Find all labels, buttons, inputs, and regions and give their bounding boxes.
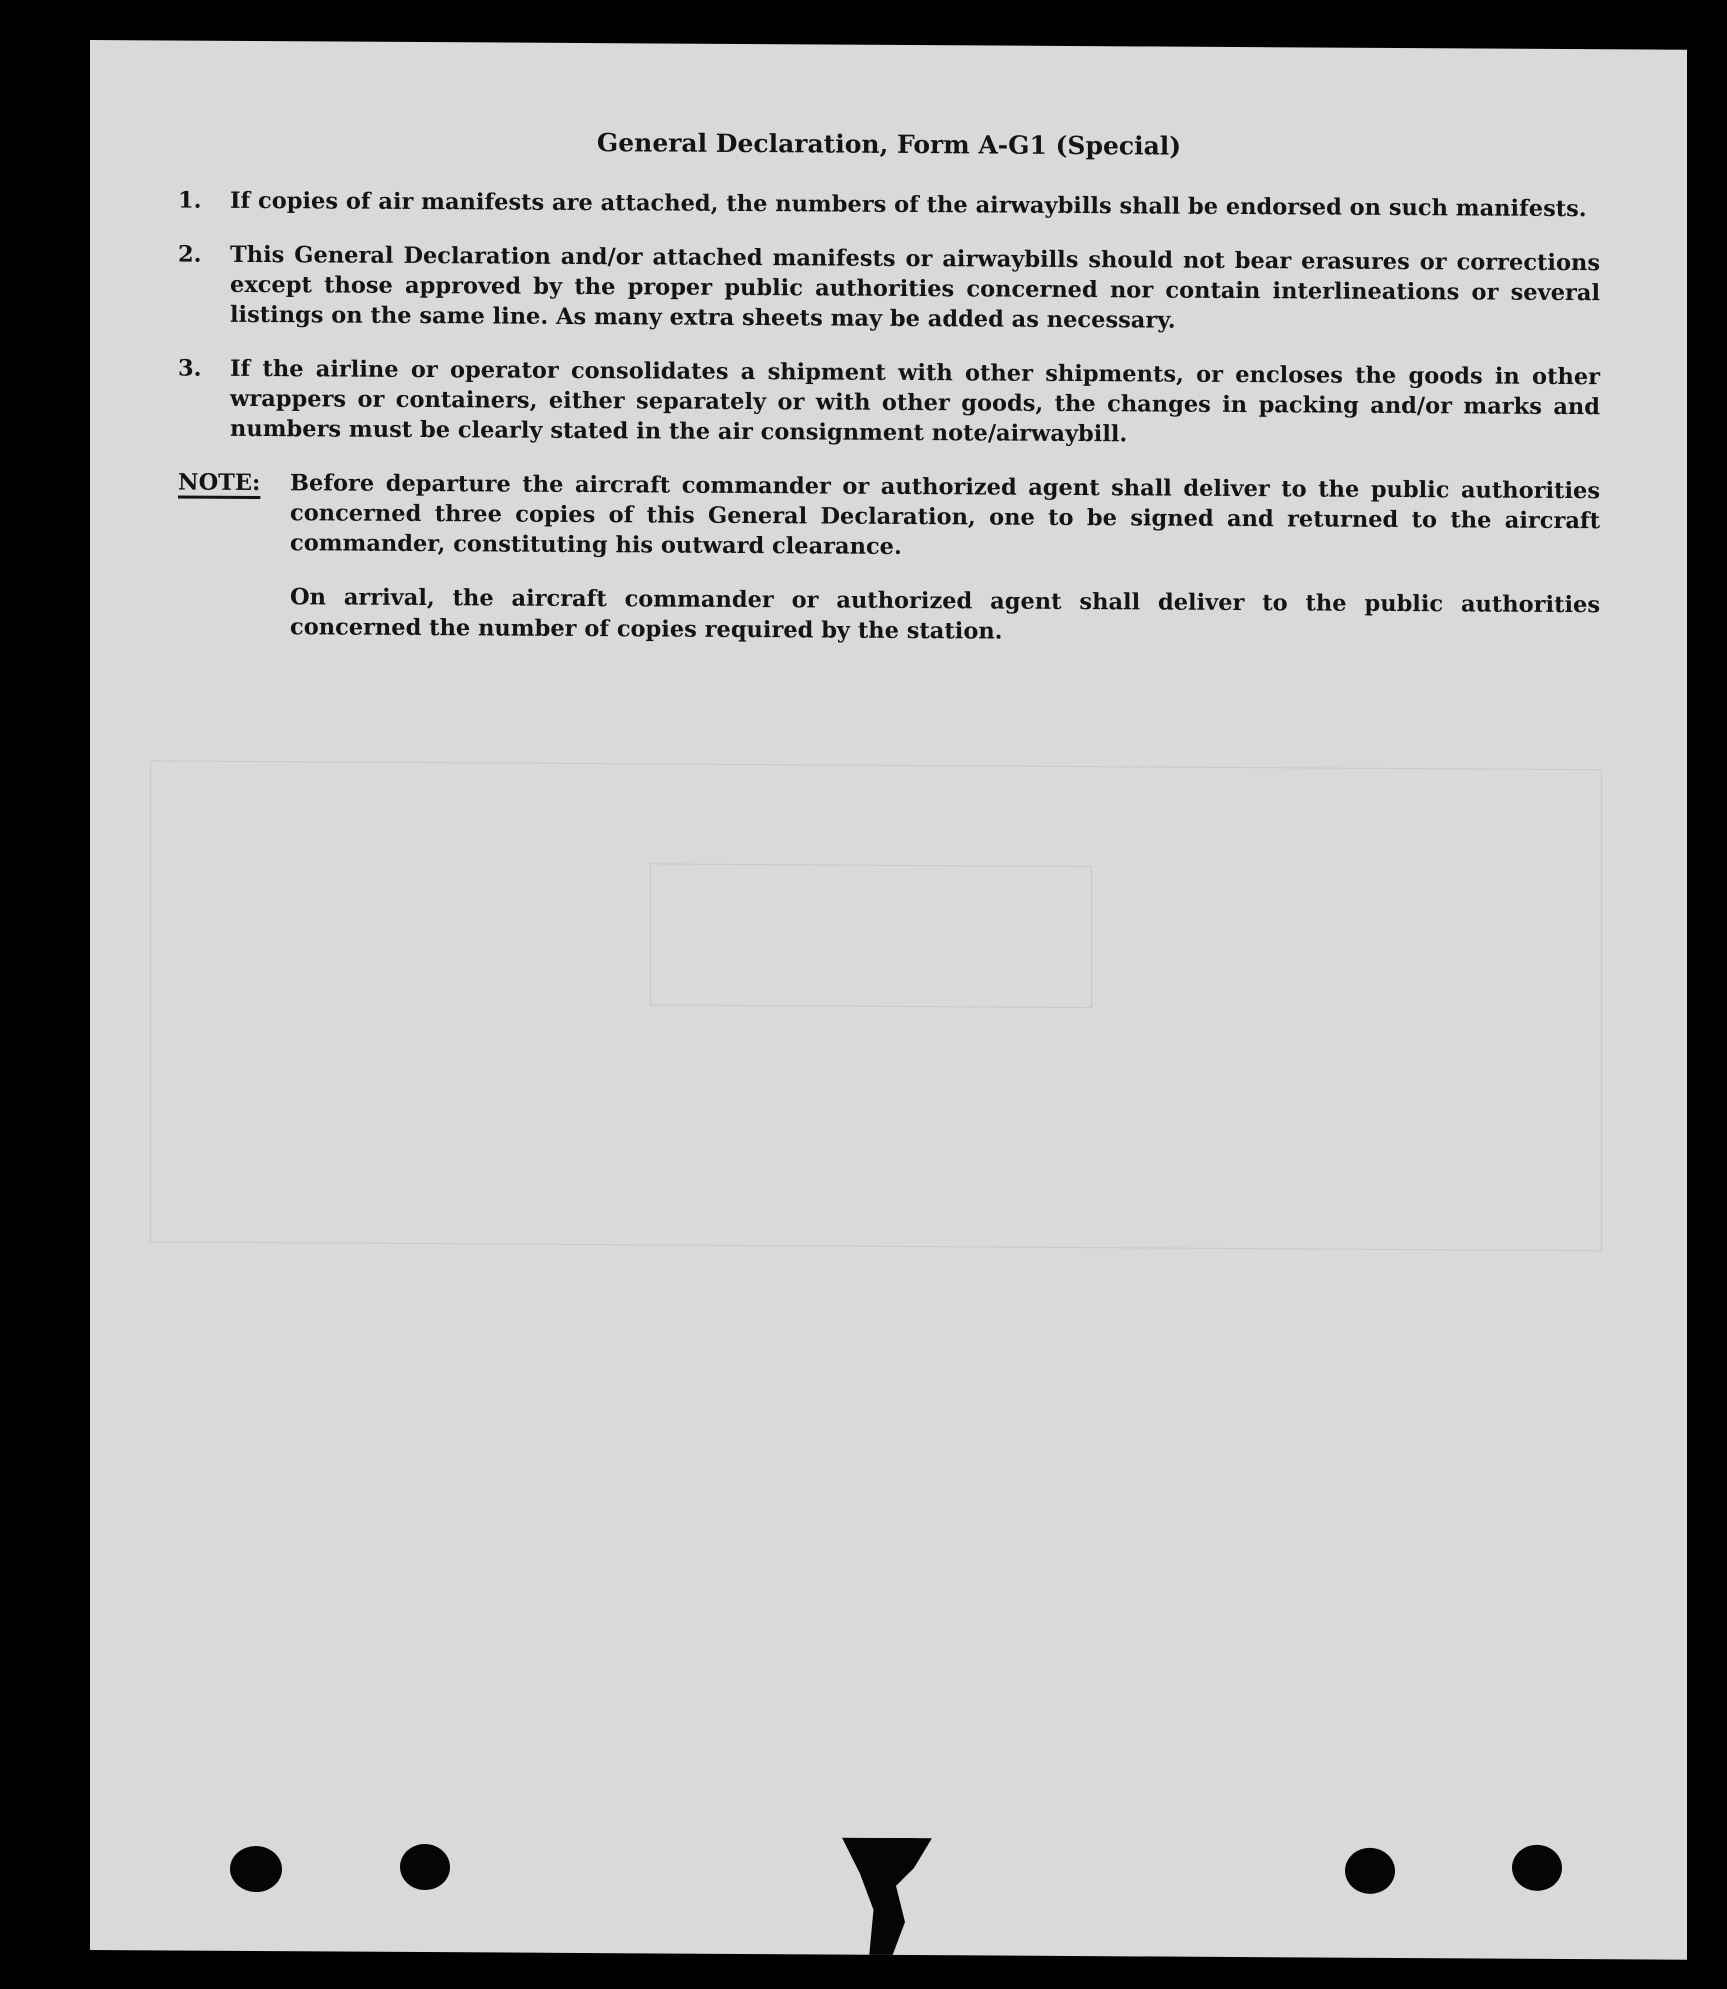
note-paragraph: On arrival, the aircraft commander or authorized agent shall deliver to the public authorities concerned the number of copies required by the station. [290, 584, 1600, 645]
item-number: 1. [178, 187, 202, 214]
list-item [178, 354, 1600, 453]
punch-hole [400, 1844, 450, 1890]
declaration-text [178, 126, 1600, 699]
item-text: This General Declaration and/or attached manifests or airwaybills should not bear erasures or corrections except those approved by the proper public authorities concerned nor contain interlineations or several listings on the same line. As many extra sheets may be added as necessary. [230, 241, 1600, 334]
punch-hole [230, 1846, 282, 1892]
item-text: If copies of air manifests are attached, the numbers of the airwaybills shall be endorsed on such manifests. [230, 187, 1587, 223]
list-item [178, 240, 1600, 339]
bleed-through-box [650, 863, 1092, 1008]
list-item [178, 186, 1600, 225]
note-label: NOTE: [178, 469, 261, 497]
item-number: 3. [178, 355, 202, 382]
item-text: If the airline or operator consolidates a shipment with other shipments, or encloses the goods in other wrappers or containers, either separately or with other goods, the changes in packing and/or marks and numbers must be clearly stated in the air consignment note/airwaybill. [230, 355, 1600, 448]
torn-edge [842, 1838, 932, 1959]
note-paragraph: Before departure the aircraft commander or authorized agent shall deliver to the public authorities concerned three copies of this General Declaration, one to be signed and returned to the aircraft commander, constituting his outward clearance. [290, 470, 1600, 560]
document-page [90, 40, 1687, 1960]
note-section [178, 468, 1600, 675]
punch-hole [1512, 1845, 1562, 1891]
punch-hole [1345, 1848, 1395, 1894]
item-number: 2. [178, 241, 202, 268]
document-title: General Declaration, Form A-G1 (Special) [596, 128, 1182, 161]
note-body [290, 468, 1600, 674]
